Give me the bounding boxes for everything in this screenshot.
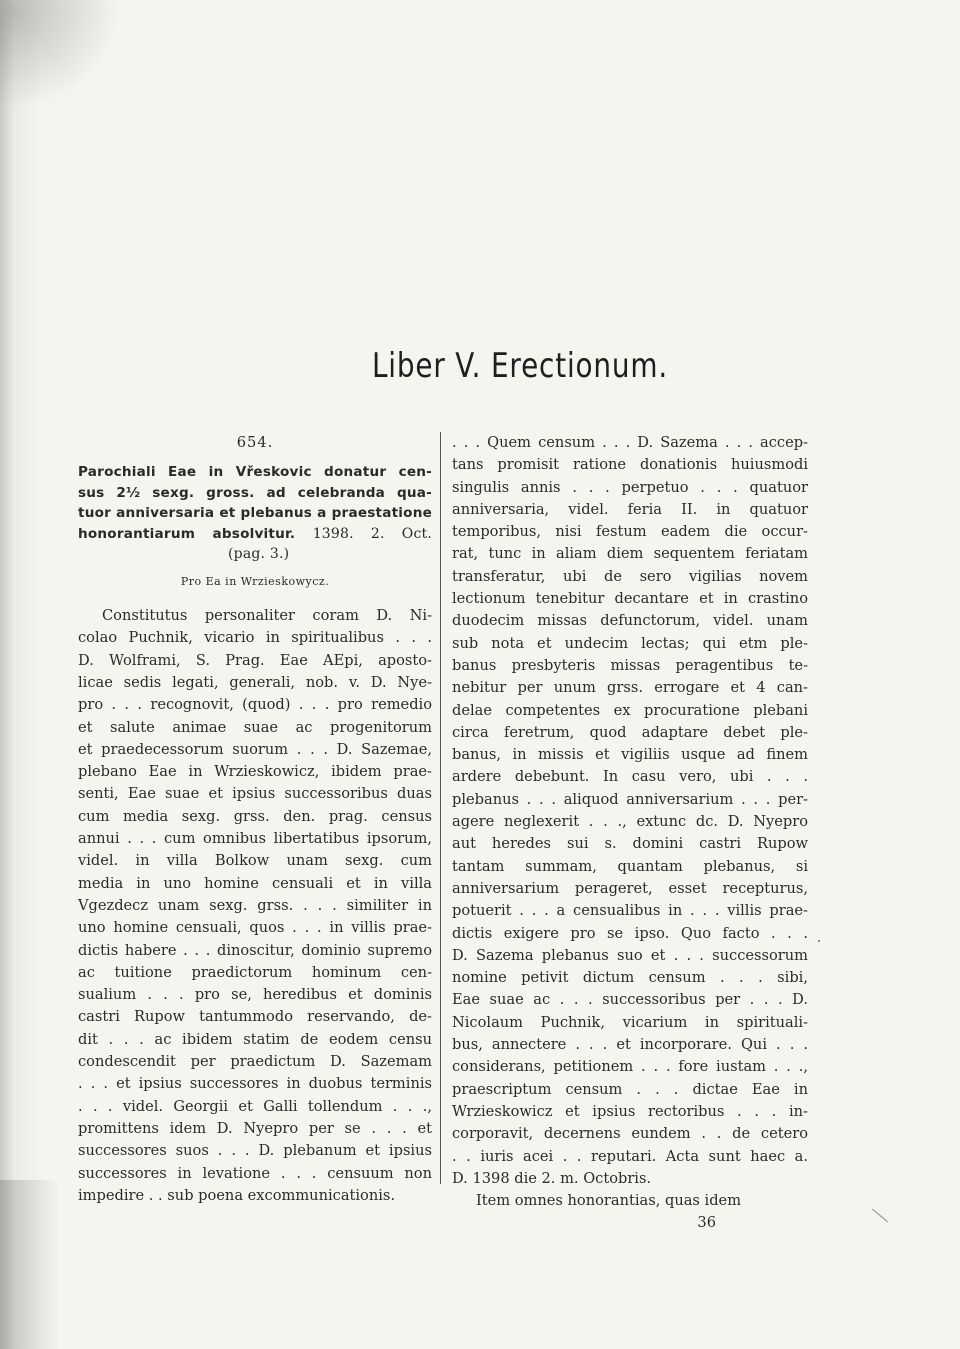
text-line: Nicolaum Puchnik, vicarium in spirituali- xyxy=(452,1013,808,1031)
scan-shadow-bottom xyxy=(0,1180,60,1349)
text-line: senti, Eae suae et ipsius successoribus duas xyxy=(78,785,432,803)
text-line: impedire . . sub poena excommunicationis. xyxy=(78,1186,396,1204)
entry-body-right xyxy=(452,432,808,1190)
text-line: annui . . . cum omnibus libertatibus ipsorum, xyxy=(78,830,432,848)
entry-body-left xyxy=(78,605,432,1207)
text-line: pro . . . recognovit, (quod) . . . pro remedio xyxy=(78,696,432,714)
title-last: honorantiarum absolvitur. xyxy=(78,525,296,542)
text-line: videl. in villa Bolkow unam sexg. cum xyxy=(78,852,432,870)
text-line: dictis exigere pro se ipso. Quo facto . . . xyxy=(452,924,808,942)
title-page: (pag. 3.) xyxy=(228,546,290,563)
text-line: castri Rupow tantummodo reservando, de- xyxy=(78,1008,432,1026)
text-line: delae competentes ex procuratione plebani xyxy=(452,701,808,719)
text-line: . . iuris acei . . reputari. Acta sunt haec a. xyxy=(452,1147,808,1165)
text-line: Constitutus personaliter coram D. Ni- xyxy=(102,607,432,625)
text-line: considerans, petitionem . . . fore iustam . . ., xyxy=(452,1058,808,1076)
text-line: aut heredes sui s. domini castri Rupow xyxy=(452,835,808,853)
text-line: plebano Eae in Wrzieskowicz, ibidem prae- xyxy=(78,763,432,781)
text-line: media in uno homine censuali et in villa xyxy=(78,874,432,892)
text-line: D. 1398 die 2. m. Octobris. xyxy=(452,1169,652,1187)
scan-speck xyxy=(818,940,820,942)
text-line: uno homine censuali, quos . . . in villis prae- xyxy=(78,919,432,937)
text-line: circa feretrum, quod adaptare debet ple- xyxy=(452,723,808,741)
page-number: 36 xyxy=(697,1214,716,1232)
text-line: praescriptum censum . . . dictae Eae in xyxy=(452,1080,808,1098)
scan-shadow-top xyxy=(0,0,120,110)
text-line: plebanus . . . aliquod anniversarium . . . per- xyxy=(452,790,808,808)
text-line: . . . Quem censum . . . D. Sazema . . . accep- xyxy=(452,434,808,451)
text-line: D. Sazema plebanus suo et . . . successorum xyxy=(452,946,808,964)
text-line: sualium . . . pro se, heredibus et dominis xyxy=(78,986,432,1004)
text-line: . . . videl. Georgii et Galli tollendum . . ., xyxy=(78,1097,432,1115)
text-line: et salute animae suae ac progenitorum xyxy=(78,718,432,736)
text-line: agere neglexerit . . ., extunc dc. D. Nyepro xyxy=(452,813,808,831)
text-line: successores suos . . . D. plebanum et ipsius xyxy=(78,1142,432,1160)
text-line: D. Wolframi, S. Prag. Eae AEpi, aposto- xyxy=(78,651,432,669)
text-line: banus, in missis et vigiliis usque ad finem xyxy=(452,746,808,764)
text-line: dit . . . ac ibidem statim de eodem censu xyxy=(78,1030,432,1048)
text-line: ac tuitione praedictorum hominum cen- xyxy=(78,963,432,981)
text-line: dictis habere . . . dinoscitur, dominio supremo xyxy=(78,941,432,959)
text-line: bus, annectere . . . et incorporare. Qui . . . xyxy=(452,1036,808,1054)
text-line: transferatur, ubi de sero vigilias novem xyxy=(452,567,808,585)
text-line: colao Puchnik, vicario in spiritualibus . . . xyxy=(78,629,432,647)
text-line: anniversaria, videl. feria II. in quatuor xyxy=(452,500,808,518)
text-line: temporibus, nisi festum eadem die occur- xyxy=(452,523,808,541)
text-line: sub nota et undecim lectas; qui etm ple- xyxy=(452,634,808,652)
text-line: successores in levatione . . . censuum non xyxy=(78,1164,432,1182)
next-entry-start: Item omnes honorantias, quas idem xyxy=(476,1192,742,1210)
text-line: tantam summam, quantam plebanus, si xyxy=(452,857,808,875)
left-column xyxy=(78,432,432,1207)
text-line: promittens idem D. Nyepro per se . . . et xyxy=(78,1119,432,1137)
right-column xyxy=(452,432,808,1235)
entry-place: Pro Ea in Wrzieskowycz. xyxy=(180,574,330,588)
column-rule xyxy=(440,432,441,1184)
text-line: et praedecessorum suorum . . . D. Sazemae, xyxy=(78,740,432,758)
text-line: cum media sexg. grss. den. prag. census xyxy=(78,807,432,825)
text-line: Wrzieskowicz et ipsius rectoribus . . . in- xyxy=(452,1102,808,1120)
text-line: lectionum tenebitur decantare et in crastino xyxy=(452,590,808,608)
text-line: singulis annis . . . perpetuo . . . quatuor xyxy=(452,478,808,496)
title-line: sus 2½ sexg. gross. ad celebranda qua- xyxy=(78,484,432,501)
text-line: potuerit . . . a censualibus in . . . villis prae- xyxy=(452,902,808,920)
text-line: Vgezdecz unam sexg. grss. . . . similiter in xyxy=(78,896,432,914)
title-date: 1398. 2. Oct. xyxy=(312,525,432,542)
text-line: tans promisit ratione donationis huiusmodi xyxy=(452,456,808,474)
text-line: . . . et ipsius successores in duobus terminis xyxy=(78,1075,432,1093)
text-line: ardere debebunt. In casu vero, ubi . . . xyxy=(452,768,808,786)
text-line: condescendit per praedictum D. Sazemam xyxy=(78,1053,432,1071)
text-line: nebitur per unum grss. errogare et 4 can- xyxy=(452,679,808,697)
text-line: Eae suae ac . . . successoribus per . . . D. xyxy=(452,991,808,1009)
entry-number: 654. xyxy=(236,434,274,451)
text-line: banus presbyteris missas peragentibus te- xyxy=(452,656,808,674)
title-line xyxy=(78,524,432,545)
text-line: licae sedis legati, generali, nob. v. D. Nye- xyxy=(78,673,432,691)
title-line: Parochiali Eae in Vřeskovic donatur cen- xyxy=(78,464,432,481)
text-line: duodecim missas defunctorum, videl. unam xyxy=(452,612,808,630)
text-line: nomine petivit dictum censum . . . sibi, xyxy=(452,969,808,987)
text-line: anniversarium perageret, esset recepturus, xyxy=(452,879,808,897)
text-line: rat, tunc in aliam diem sequentem feriatam xyxy=(452,545,808,563)
text-line: corporavit, decernens eundem . . de cetero xyxy=(452,1125,808,1143)
entry-title xyxy=(78,462,432,565)
running-head: Liber V. Erectionum. xyxy=(371,346,669,386)
title-line: tuor anniversaria et plebanus a praestatione xyxy=(78,505,432,522)
